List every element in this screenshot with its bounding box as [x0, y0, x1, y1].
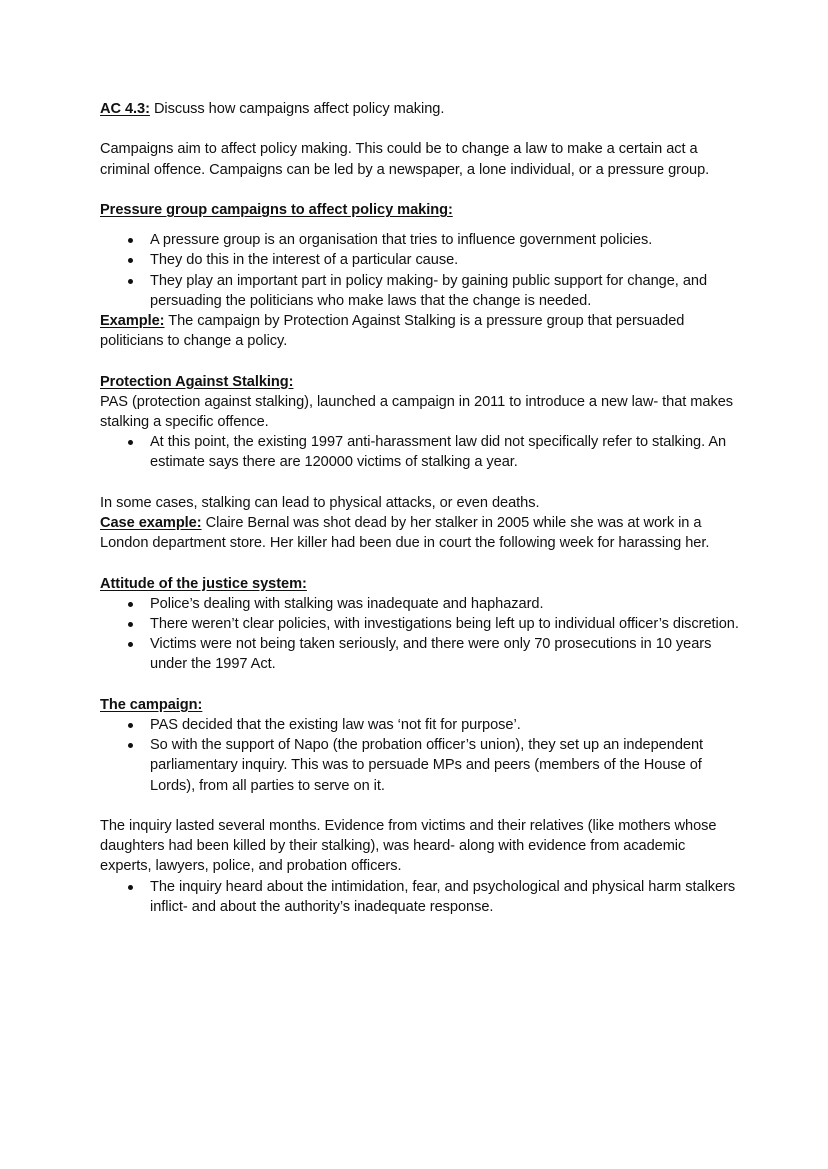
case-example-label: Case example: — [100, 515, 202, 531]
list-item: The inquiry heard about the intimidation, fear, and psychological and physical harm stalkers inflict- and about the authority’s inadequate response. — [100, 877, 740, 917]
pas-paragraph-2: In some cases, stalking can lead to physical attacks, or even deaths. — [100, 494, 540, 511]
title-text: Discuss how campaigns affect policy making. — [149, 101, 445, 117]
title-line — [100, 99, 740, 119]
pas-paragraph: PAS (protection against stalking), launched a campaign in 2011 to introduce a new law- that makes stalking a specific offence. — [100, 393, 734, 430]
case-example-line — [100, 513, 740, 553]
campaign-heading: The campaign: — [100, 696, 203, 713]
document-page — [100, 99, 740, 917]
pas-heading: Protection Against Stalking: — [100, 373, 294, 390]
title-label: AC 4.3: — [100, 101, 150, 117]
list-item: They play an important part in policy making- by gaining public support for change, and persuading the politicians who make laws that the change is needed. — [100, 271, 740, 311]
list-item: So with the support of Napo (the probation officer’s union), they set up an independent parliamentary inquiry. This was to persuade MPs and peers (members of the House of Lords), from all parties to serve on it. — [100, 735, 740, 796]
pas-list — [100, 432, 740, 472]
pressure-group-list — [100, 230, 740, 311]
example-label: Example: — [100, 313, 165, 329]
list-item: At this point, the existing 1997 anti-harassment law did not specifically refer to stalking. An estimate says there are 120000 victims of stalking a year. — [100, 432, 740, 472]
intro-paragraph: Campaigns aim to affect policy making. This could be to change a law to make a certain act a criminal offence. Campaigns can be led by a newspaper, a lone individual, or a pressure group. — [100, 141, 710, 178]
list-item: PAS decided that the existing law was ‘not fit for purpose’. — [100, 715, 740, 735]
inquiry-list — [100, 877, 740, 917]
example-text: The campaign by Protection Against Stalking is a pressure group that persuaded politicians to change a policy. — [100, 313, 685, 350]
case-example-text: Claire Bernal was shot dead by her stalker in 2005 while she was at work in a London department store. Her killer had been due in court the following week for harassing her. — [100, 515, 710, 552]
list-item: Victims were not being taken seriously, and there were only 70 prosecutions in 10 years under the 1997 Act. — [100, 634, 740, 674]
justice-list — [100, 594, 740, 675]
pressure-group-heading: Pressure group campaigns to affect policy making: — [100, 201, 453, 218]
campaign-list — [100, 715, 740, 796]
list-item: They do this in the interest of a particular cause. — [100, 250, 740, 270]
list-item: Police’s dealing with stalking was inadequate and haphazard. — [100, 594, 740, 614]
list-item: A pressure group is an organisation that tries to influence government policies. — [100, 230, 740, 250]
list-item: There weren’t clear policies, with investigations being left up to individual officer’s discretion. — [100, 614, 740, 634]
justice-heading: Attitude of the justice system: — [100, 575, 307, 592]
example-line — [100, 311, 740, 351]
inquiry-paragraph: The inquiry lasted several months. Evidence from victims and their relatives (like mothers whose daughters had been killed by their stalking), was heard- along with evidence from academic experts, lawyers, police, and probation officers. — [100, 818, 717, 875]
